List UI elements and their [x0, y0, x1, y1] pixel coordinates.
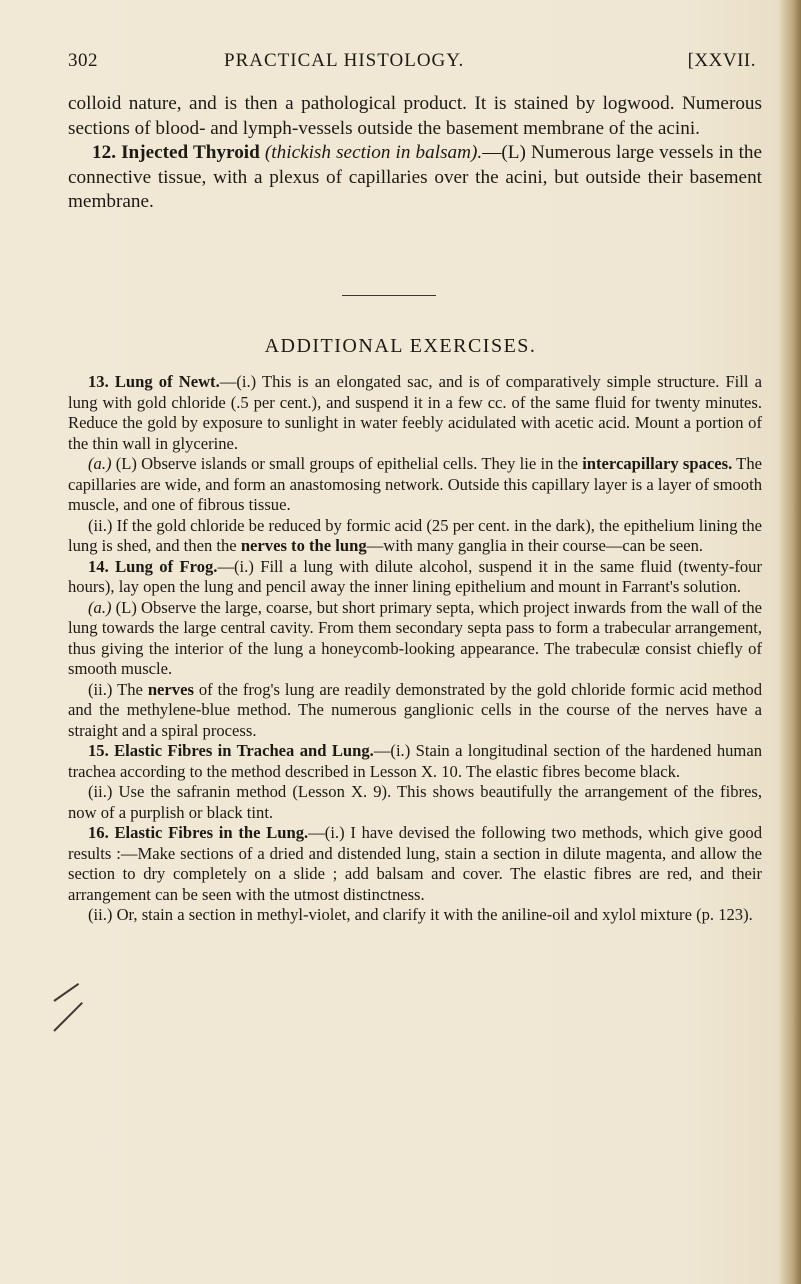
exercise-paragraph — [68, 680, 762, 742]
running-header — [68, 50, 768, 80]
exercise-text: —(i.) This is an elongated sac, and is of comparatively simple structure. Fill a lung with gold chloride (.5 per cent.), and suspend it in a few cc. of the same fluid for twenty minutes. Reduce the gold by exposure to sunlight in water feebly acidulated with acetic acid. Mount a portion of the thin wall in glycerine. — [68, 372, 762, 453]
key-term: nerves to the lung — [240, 536, 367, 555]
exercise-text: (ii.) Use the safranin method (Lesson X. 9). This shows beautifully the arrangement of the fibres, now of a purplish or black tint. — [68, 782, 762, 822]
exercise-paragraph — [68, 741, 762, 782]
page-number: 302 — [68, 50, 98, 71]
sub-label: (a.) — [88, 597, 112, 617]
exercise-text: (ii.) The — [88, 679, 148, 699]
exercise-list — [68, 372, 762, 926]
exercise-text: —(i.) I have devised the following two methods, which give good results :—Make sections of a dried and distended lung, stain a section in dilute magenta, and allow the section to dry completely on a slide ; add balsam and cover. The elastic fibres are red, and their arrangement can be seen with the utmost distinctness. — [68, 823, 762, 904]
main-text — [68, 92, 762, 215]
item-number: 12. — [92, 142, 116, 163]
exercise-text: The capillaries are wide, and form an anastomosing network. Outside this capillary layer is a layer of smooth muscle, and one of fibrous tissue. — [68, 454, 762, 514]
exercise-text: —(i.) Stain a longitudinal section of the hardened human trachea according to the method described in Lesson X. 10. The elastic fibres become black. — [68, 741, 762, 781]
exercise-paragraph — [68, 823, 762, 905]
pencil-mark — [53, 1002, 83, 1032]
exercise-paragraph — [68, 372, 762, 454]
paragraph-thyroid — [68, 141, 762, 215]
exercise-heading: 14. Lung of Frog. — [88, 556, 218, 576]
section-heading: ADDITIONAL EXERCISES. — [264, 335, 537, 357]
pencil-mark — [53, 983, 79, 1002]
exercise-paragraph — [68, 905, 762, 926]
paragraph-colloid: colloid nature, and is then a pathological product. It is stained by logwood. Numerous sections of blood- and lymph-vessels outside the basement membrane of the acini. — [68, 93, 762, 139]
exercise-heading: 15. Elastic Fibres in Trachea and Lung. — [88, 741, 374, 760]
section-divider — [342, 295, 436, 296]
exercise-paragraph — [68, 516, 762, 557]
exercise-paragraph — [68, 557, 762, 598]
page-edge-shadow — [779, 0, 801, 1284]
exercise-text: —with many ganglia in their course—can be seen. — [366, 536, 704, 555]
exercise-text: of the frog's lung are readily demonstrated by the gold chloride formic acid method and the methylene-blue method. The numerous ganglionic cells in the course of the nerves have a straight and a spiral process. — [68, 679, 762, 740]
sub-label: (a.) — [88, 454, 112, 473]
exercise-text: (ii.) If the gold chloride be reduced by formic acid (25 per cent. in the dark), the epithelium lining the lung is shed, and then the — [68, 515, 762, 555]
exercise-text: —(i.) Fill a lung with dilute alcohol, suspend it in the same fluid (twenty-four hours), lay open the lung and pencil away the inner lining epithelium and mount in Farrant's solution. — [68, 556, 762, 596]
exercise-paragraph — [68, 782, 762, 823]
item-description: —(L) Numerous large vessels in the connective tissue, with a plexus of capillaries over the acini, but outside their basement membrane. — [68, 142, 763, 212]
exercise-paragraph — [68, 598, 762, 680]
key-term: intercapillary spaces. — [582, 454, 733, 473]
chapter-marker: [XXVII. — [687, 50, 756, 71]
item-preparation: (thickish section in balsam). — [264, 142, 483, 163]
exercise-heading: 16. Elastic Fibres in the Lung. — [88, 823, 309, 842]
exercise-paragraph — [68, 454, 762, 516]
key-term: nerves — [147, 679, 194, 699]
exercise-text: (L) Observe the large, coarse, but short primary septa, which project inwards from the wall of the lung towards the large central cavity. From them secondary septa pass to form a trabecular arrangement, thus giving the interior of the lung a honeycomb-looking appearance. The trabeculæ consist chiefly of smooth muscle. — [68, 597, 762, 678]
item-title: Injected Thyroid — [121, 142, 260, 163]
exercise-heading: 13. Lung of Newt. — [88, 372, 220, 391]
exercise-text: (L) Observe islands or small groups of epithelial cells. They lie in the — [111, 454, 583, 473]
running-title: PRACTICAL HISTOLOGY. — [224, 50, 465, 71]
exercise-text: (ii.) Or, stain a section in methyl-violet, and clarify it with the aniline-oil and xylol mixture (p. 123). — [88, 905, 753, 924]
